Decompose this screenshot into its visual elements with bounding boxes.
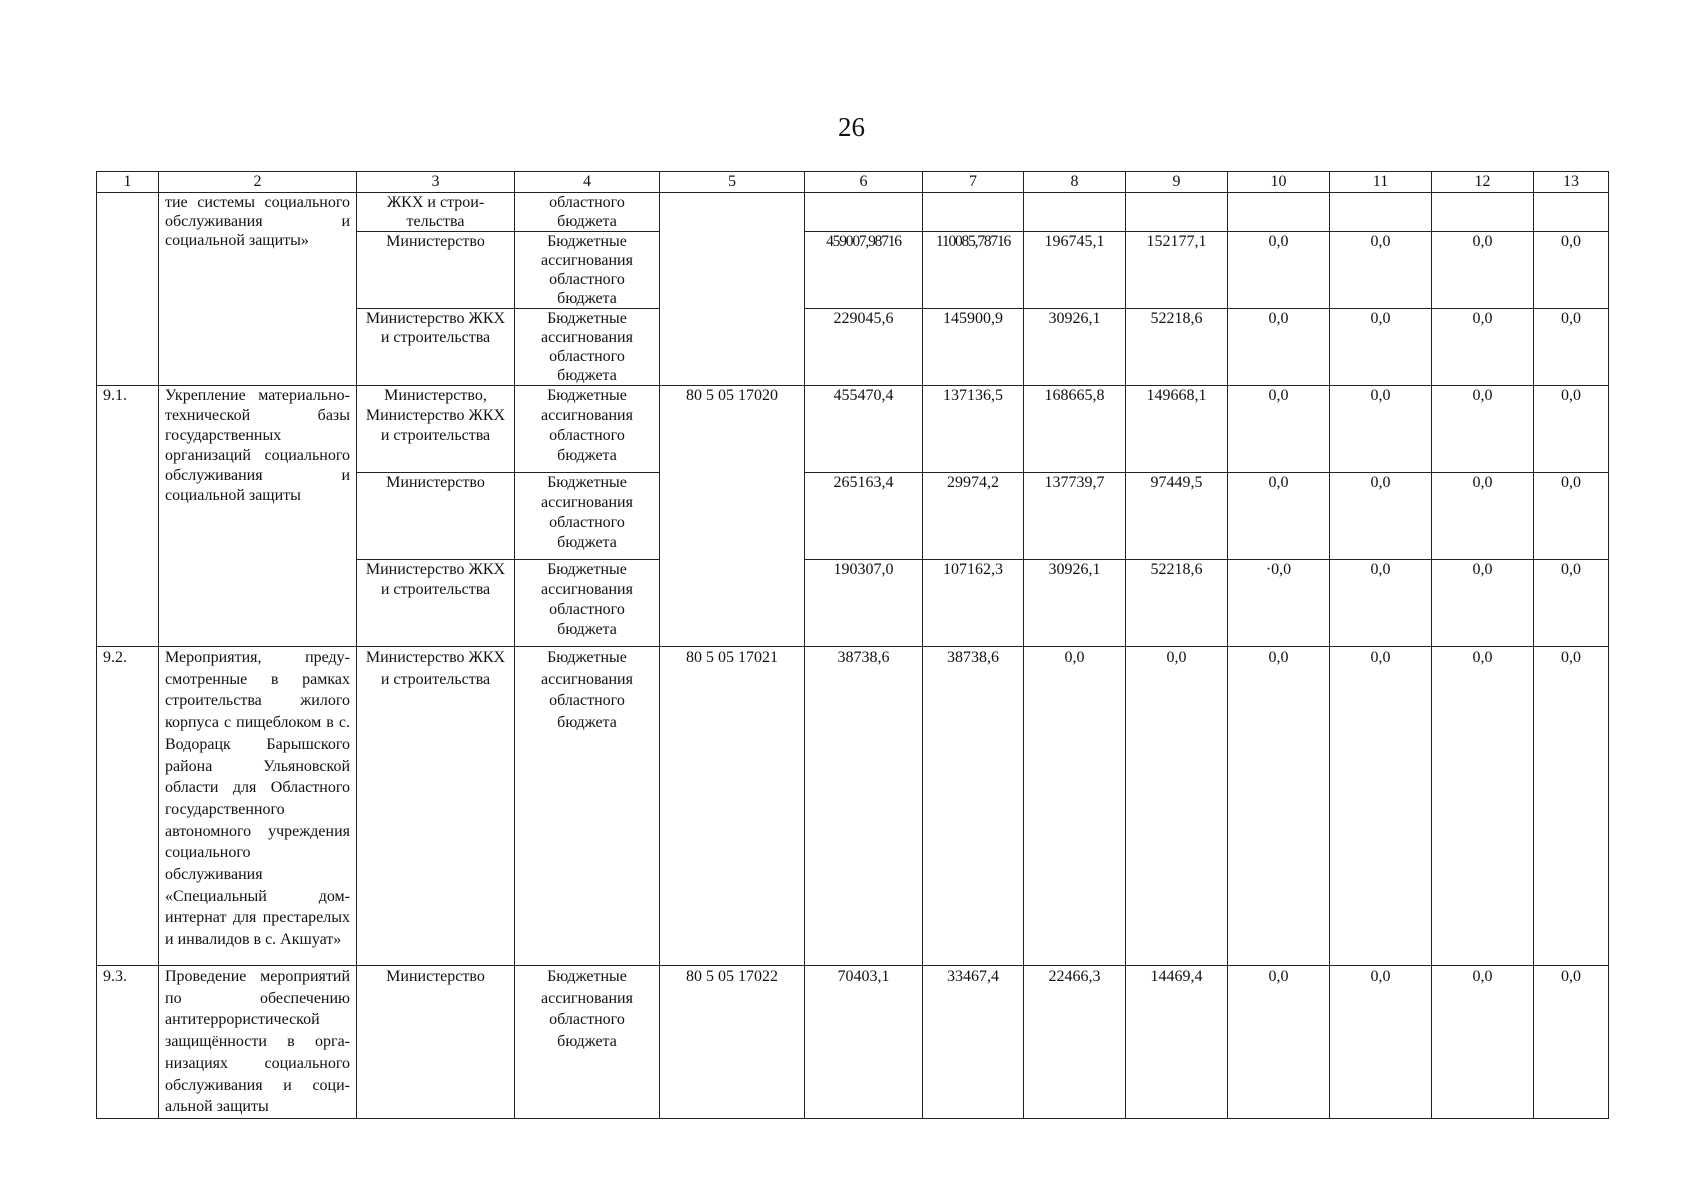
header-cell: 2 (159, 172, 357, 193)
source-cell: Бюджетные ассигнования областного бюджета (515, 232, 660, 309)
header-cell: 3 (357, 172, 515, 193)
value-cell: 455470,4 (805, 386, 923, 473)
value-cell (923, 193, 1024, 232)
value-cell: 0,0 (1534, 473, 1609, 560)
value-cell: 0,0 (1534, 309, 1609, 386)
executor-cell: Министерство (357, 473, 515, 560)
value-cell: 22466,3 (1024, 966, 1126, 1119)
value-cell: 70403,1 (805, 966, 923, 1119)
source-cell: Бюджетные ассигнования областного бюджета (515, 966, 660, 1119)
item-name-cell: Проведение мероприятий по обеспечению антитеррористической защищённости в организациях социального обслуживания и социальной защиты (159, 966, 357, 1119)
source-cell: областного бюджета (515, 193, 660, 232)
value-cell: 0,0 (1228, 647, 1330, 966)
header-cell: 13 (1534, 172, 1609, 193)
value-cell: 0,0 (1228, 386, 1330, 473)
header-cell: 9 (1126, 172, 1228, 193)
value-cell: 30926,1 (1024, 560, 1126, 647)
item-name-cell: Укрепление материально-технической базы государственных организаций социального обслуживания и социальной защиты (159, 386, 357, 647)
value-cell: 30926,1 (1024, 309, 1126, 386)
code-cell: 80 5 05 17021 (660, 647, 805, 966)
executor-cell: Министерство, Министерство ЖКХ и строительства (357, 386, 515, 473)
value-cell: 0,0 (1432, 386, 1534, 473)
value-cell: 0,0 (1228, 966, 1330, 1119)
value-cell (1330, 193, 1432, 232)
item-number-cell: 9.2. (97, 647, 159, 966)
value-cell: 0,0 (1330, 232, 1432, 309)
table-row (97, 386, 1609, 473)
value-cell: 0,0 (1228, 232, 1330, 309)
header-row (97, 172, 1609, 193)
item-number-cell (97, 193, 159, 386)
code-cell: 80 5 05 17020 (660, 386, 805, 647)
value-cell: 229045,6 (805, 309, 923, 386)
value-cell: 0,0 (1534, 966, 1609, 1119)
header-cell: 11 (1330, 172, 1432, 193)
value-cell (1534, 193, 1609, 232)
header-cell: 7 (923, 172, 1024, 193)
value-cell: 0,0 (1228, 473, 1330, 560)
value-cell: 0,0 (1432, 232, 1534, 309)
source-cell: Бюджетные ассигнования областного бюджета (515, 386, 660, 473)
value-cell (1126, 193, 1228, 232)
value-cell: 0,0 (1126, 647, 1228, 966)
value-cell: 190307,0 (805, 560, 923, 647)
value-cell: 0,0 (1432, 560, 1534, 647)
budget-table (96, 171, 1609, 1119)
value-cell: 459007,98716 (805, 232, 923, 309)
value-cell: 0,0 (1330, 560, 1432, 647)
value-cell: 38738,6 (923, 647, 1024, 966)
header-cell: 6 (805, 172, 923, 193)
item-name-cell: тие системы социального обслуживания и социальной защиты» (159, 193, 357, 386)
executor-cell: Министерство ЖКХ и строительства (357, 560, 515, 647)
header-cell: 1 (97, 172, 159, 193)
value-cell: 14469,4 (1126, 966, 1228, 1119)
value-cell (805, 193, 923, 232)
code-cell: 80 5 05 17022 (660, 966, 805, 1119)
value-cell: 0,0 (1330, 309, 1432, 386)
value-cell: 149668,1 (1126, 386, 1228, 473)
value-cell: 0,0 (1432, 966, 1534, 1119)
executor-cell: Министерство (357, 232, 515, 309)
value-cell: 38738,6 (805, 647, 923, 966)
value-cell: 0,0 (1534, 386, 1609, 473)
header-cell: 8 (1024, 172, 1126, 193)
value-cell: 152177,1 (1126, 232, 1228, 309)
value-cell (1228, 193, 1330, 232)
source-cell: Бюджетные ассигнования областного бюджета (515, 473, 660, 560)
executor-cell: Министерство (357, 966, 515, 1119)
value-cell: 0,0 (1330, 966, 1432, 1119)
executor-cell: Министерство ЖКХ и строительства (357, 309, 515, 386)
header-cell: 4 (515, 172, 660, 193)
value-cell: 107162,3 (923, 560, 1024, 647)
executor-cell: Министерство ЖКХ и строительства (357, 647, 515, 966)
source-cell: Бюджетные ассигнования областного бюджета (515, 647, 660, 966)
value-cell: 0,0 (1432, 473, 1534, 560)
value-cell: 110085,78716 (923, 232, 1024, 309)
value-cell: ·0,0 (1228, 560, 1330, 647)
value-cell (1024, 193, 1126, 232)
value-cell: 137739,7 (1024, 473, 1126, 560)
value-cell: 196745,1 (1024, 232, 1126, 309)
value-cell: 145900,9 (923, 309, 1024, 386)
value-cell: 0,0 (1432, 309, 1534, 386)
value-cell: 0,0 (1432, 647, 1534, 966)
value-cell: 265163,4 (805, 473, 923, 560)
item-number-cell: 9.1. (97, 386, 159, 647)
value-cell: 52218,6 (1126, 309, 1228, 386)
value-cell: 52218,6 (1126, 560, 1228, 647)
value-cell: 0,0 (1228, 309, 1330, 386)
table-row (97, 193, 1609, 232)
page-number: 26 (838, 112, 865, 142)
value-cell: 33467,4 (923, 966, 1024, 1119)
item-number-cell: 9.3. (97, 966, 159, 1119)
header-cell: 10 (1228, 172, 1330, 193)
source-cell: Бюджетные ассигнования областного бюджета (515, 309, 660, 386)
value-cell: 0,0 (1534, 647, 1609, 966)
value-cell: 0,0 (1330, 473, 1432, 560)
header-cell: 12 (1432, 172, 1534, 193)
value-cell: 0,0 (1534, 232, 1609, 309)
source-cell: Бюджетные ассигнования областного бюджета (515, 560, 660, 647)
code-cell (660, 193, 805, 386)
table-row (97, 966, 1609, 1119)
value-cell: 0,0 (1534, 560, 1609, 647)
header-cell: 5 (660, 172, 805, 193)
value-cell: 0,0 (1330, 647, 1432, 966)
value-cell: 29974,2 (923, 473, 1024, 560)
value-cell (1432, 193, 1534, 232)
item-name-cell: Мероприятия, предусмотренные в рамках строительства жилого корпуса с пищеблоком в с. Водорацк Барышского района Ульяновской области для Областного государственного автономного учреждения социального обслуживания «Специальный дом-интернат для престарелых и инвалидов в с. Акшуат» (159, 647, 357, 966)
executor-cell: ЖКХ и строительства (357, 193, 515, 232)
value-cell: 0,0 (1024, 647, 1126, 966)
table-row (97, 647, 1609, 966)
value-cell: 0,0 (1330, 386, 1432, 473)
value-cell: 97449,5 (1126, 473, 1228, 560)
value-cell: 168665,8 (1024, 386, 1126, 473)
value-cell: 137136,5 (923, 386, 1024, 473)
